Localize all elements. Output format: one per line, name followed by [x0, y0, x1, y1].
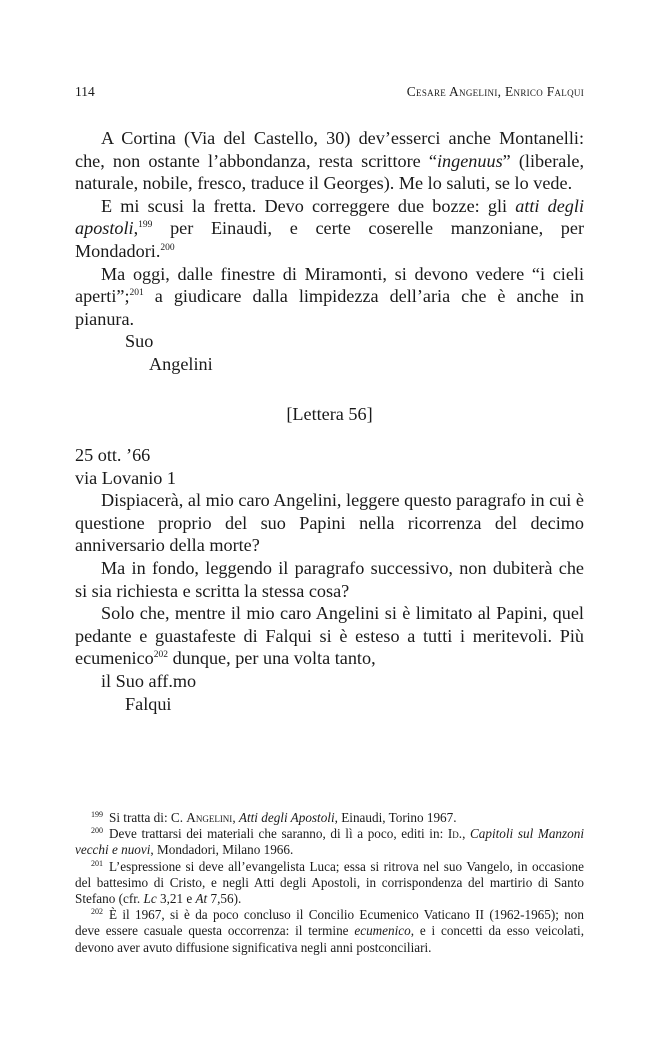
text-run: A Cortina (Via del Castello, 30) dev’esserci anche Montanelli: che, non ostante l’abbondanza, resta scrittore “	[75, 128, 584, 171]
footnote-ref: 200	[160, 243, 175, 254]
footnote	[75, 859, 584, 908]
footnotes	[75, 810, 584, 956]
text-run: L’espressione si deve all’evangelista Luca; essa si ritrova nel suo Vangelo, in occasione del battesimo di Cristo, e negli Atti degli Apostoli, in corrispondenza del martirio di Santo Stefano (cfr.	[75, 858, 584, 907]
closing-line: il Suo aff.mo	[101, 670, 197, 691]
text-run: , Mondadori, Milano 1966.	[150, 842, 294, 858]
letter-address: via Lovanio 1	[75, 467, 177, 488]
footnote	[75, 810, 584, 826]
italic-run: Lc	[143, 891, 157, 907]
text-run: a giudicare dalla limpidezza dell’aria che è anche in pianura.	[75, 286, 584, 329]
footnote-ref: 199	[138, 220, 153, 231]
text-run: ” (liberale, naturale, nobile, fresco, traduce il Georges). Me lo saluti, se lo vede.	[75, 150, 585, 194]
letter-falqui-text	[75, 444, 584, 715]
text-run: È il 1967, si è da poco concluso il Concilio Ecumenico Vaticano II (1962-1965); non deve essere casuale questa occorrenza: il termine	[75, 907, 584, 939]
footnote-number: 199	[91, 810, 103, 820]
small-caps-run: Id.	[447, 826, 463, 842]
text-run: ,	[462, 826, 470, 842]
italic-run: ecumenico	[354, 923, 411, 939]
paragraph	[75, 263, 584, 331]
text-run: 3,21 e	[156, 891, 196, 907]
italic-run: At	[195, 891, 208, 907]
paragraph	[75, 602, 584, 670]
footnote	[75, 826, 584, 858]
paragraph	[75, 127, 584, 195]
signature: Angelini	[149, 353, 213, 374]
page-number: 114	[75, 84, 95, 99]
text-run: , e i concetti da esso veicolati, devono aver avuto diffusione significativa negli anni postconciliari.	[75, 923, 584, 955]
footnote-number: 200	[91, 826, 103, 836]
letter-angelini-text	[75, 127, 584, 376]
footnote-ref: 201	[129, 288, 144, 299]
footnote-ref: 202	[153, 650, 169, 661]
letter-heading: [Lettera 56]	[286, 404, 373, 424]
italic-run: ingenuus	[436, 150, 503, 171]
italic-run: atti degli apostoli	[75, 195, 584, 239]
text-run: dunque, per una volta tanto,	[168, 648, 376, 669]
closing-line: Suo	[125, 331, 154, 352]
text-run: Ma oggi, dalle finestre di Miramonti, si devono vedere “i cieli aperti”;	[75, 263, 584, 307]
text-run: ,	[232, 810, 239, 825]
paragraph: Dispiacerà, al mio caro Angelini, leggere questo paragrafo in cui è questione proprio del suo Papini nella ricorrenza del decimo anniversario della morte?	[75, 490, 584, 556]
text-run: Si tratta di: C.	[109, 810, 187, 825]
italic-run: Capitoli sul Manzoni vecchi e nuovi	[75, 826, 585, 858]
small-caps-run: Angelini	[186, 810, 233, 825]
paragraph	[75, 195, 584, 263]
text-run: per Einaudi, e certe coserelle manzoniane, per Mondadori.	[75, 218, 584, 261]
footnote-number: 201	[91, 858, 103, 868]
paragraph: Ma in fondo, leggendo il paragrafo successivo, non dubiterà che si sia richiesta e scritta la stessa cosa?	[75, 557, 584, 601]
text-run: E mi scusi la fretta. Devo correggere due bozze: gli	[101, 195, 516, 216]
italic-run: Atti degli Apostoli	[238, 810, 335, 825]
text-run: , Einaudi, Torino 1967.	[334, 810, 457, 825]
text-run: 7,56).	[207, 891, 242, 907]
signature: Falqui	[125, 693, 172, 714]
text-run: Deve trattarsi dei materiali che saranno, di lì a poco, editi in:	[109, 826, 448, 842]
running-head-authors: Cesare Angelini, Enrico Falqui	[406, 84, 584, 99]
letter-date: 25 ott. ’66	[75, 445, 151, 465]
footnote-number: 202	[91, 907, 103, 917]
text-run: Solo che, mentre il mio caro Angelini si è limitato al Papini, quel pedante e guastafeste di Falqui si è esteso a tutti i meritevoli. Più ecumenico	[75, 603, 584, 669]
footnote	[75, 907, 584, 956]
text-run: ,	[133, 218, 139, 239]
